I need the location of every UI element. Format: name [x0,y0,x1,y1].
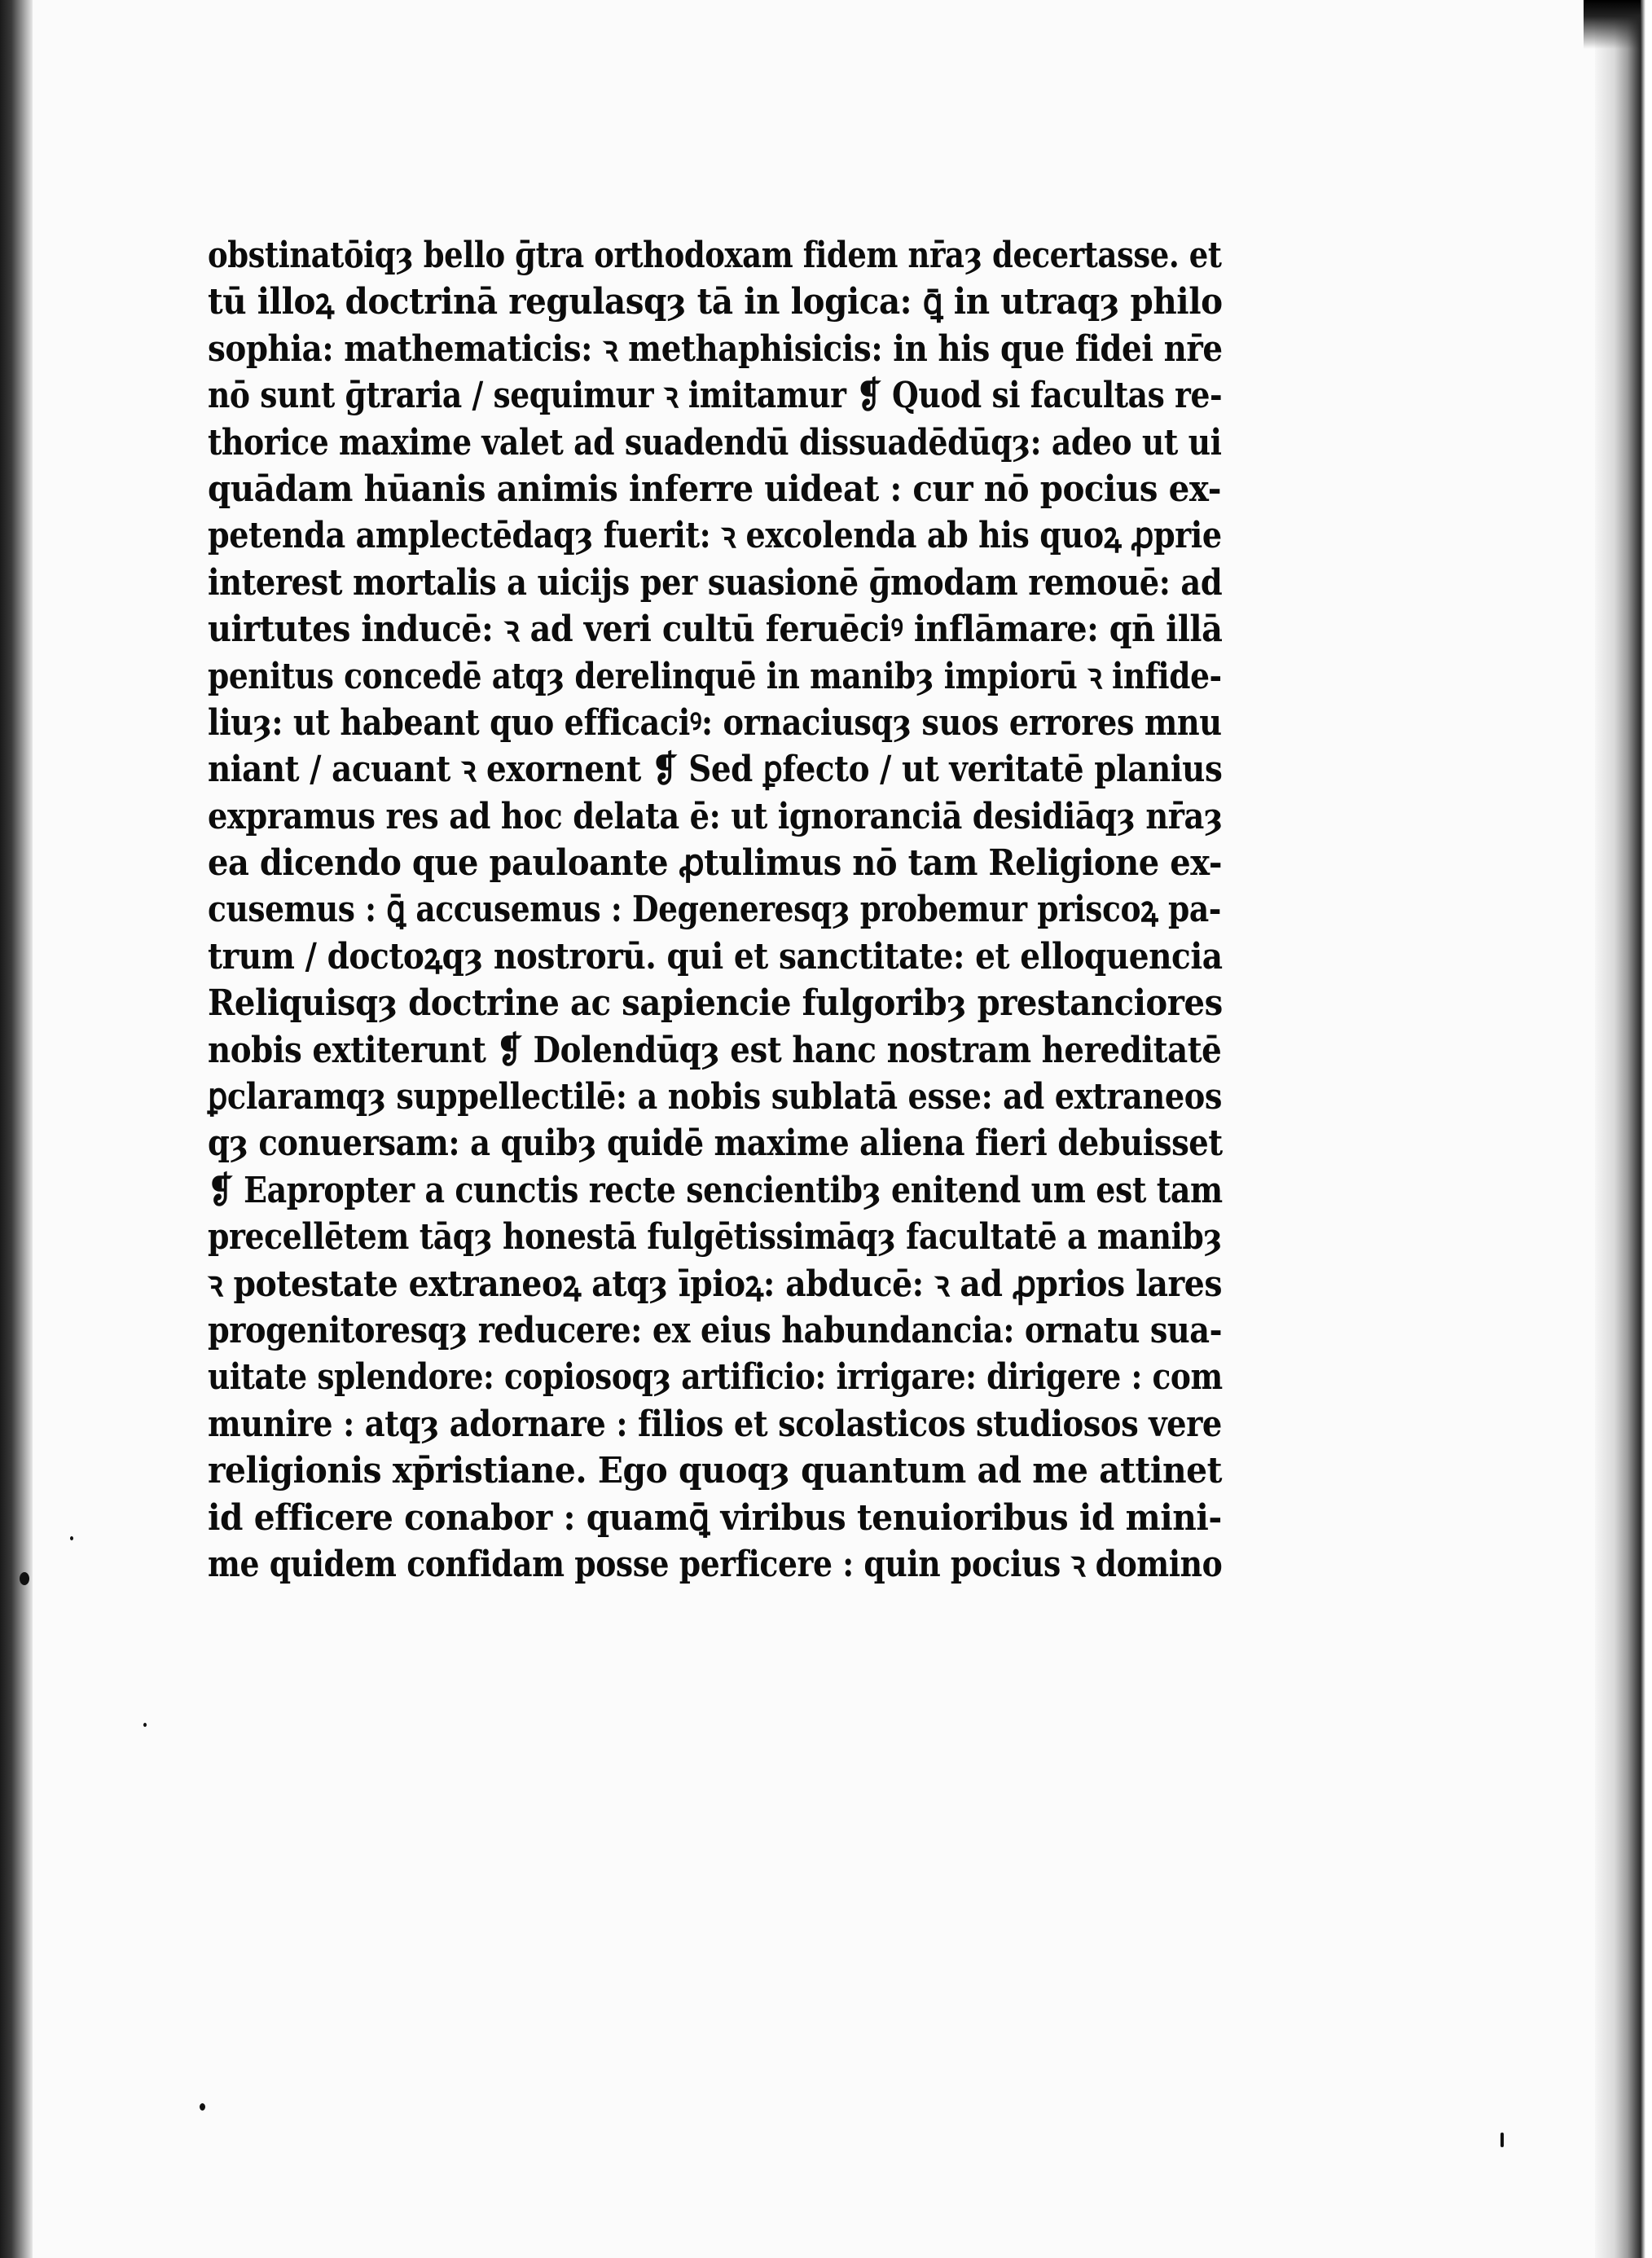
text-line: precellētem tāqȝ honestā fulgētissimāqȝ facultatē a manibȝ [208,1216,1222,1259]
text-line: expramus res ad hoc delata ē: ut ignoranciā desidiāqȝ nr̄aȝ [208,795,1223,837]
text-line: penitus concedē atqȝ derelinquē in manibȝ impiorū ꝛ infide- [208,655,1222,697]
top-right-corner-shadow [1584,0,1641,49]
text-line: sophia: mathematicis: ꝛ methaphisicis: in his que fidei nr̄e [208,327,1223,370]
text-line: thorice maxime valet ad suadendū dissuadēdūqȝ: adeo ut ui [208,421,1222,463]
body-text-block [208,232,1234,1588]
text-line: trum / doctoꝝqȝ nostrorū. qui et sanctitate: et elloquencia [208,935,1223,977]
text-line: cusemus : ꝗ̄ accusemus : Degeneresqȝ probemur priscoꝝ pa- [208,889,1221,931]
text-line: religionis xp̄ristiane. Ego quoqȝ quantum ad me attinet [208,1450,1223,1492]
text-line: interest mortalis a uicijs per suasionē ɡ̄modam remouē: ad [208,561,1223,604]
text-line: qȝ conuersam: a quibȝ quidē maxime aliena fieri debuisset [208,1122,1223,1165]
text-line: petenda amplectēdaqȝ fuerit: ꝛ excolenda ab his quoꝝ ꝓprie [208,515,1222,557]
text-line: nō sunt ɡ̄traria / sequimur ꝛ imitamur ❡ Quod si facultas re- [208,375,1223,417]
text-line: ❡ Eapropter a cunctis recte sencientibȝ enitend um est tam [208,1169,1223,1211]
left-binding-edge [0,0,33,2258]
ink-speck [70,1536,73,1540]
text-line: nobis extiterunt ❡ Dolendūqȝ est hanc nostram hereditatē [208,1029,1222,1071]
text-line: obstinatōiqȝ bello ɡ̄tra orthodoxam fidem nr̄aȝ decertasse. et [208,235,1222,276]
ink-speck [143,1723,147,1727]
text-line: quādam hūanis animis inferre uideat : cur nō pocius ex- [208,468,1222,510]
text-line: niant / acuant ꝛ exornent ❡ Sed ꝑfecto / ut veritatē planius [208,749,1223,791]
text-line: Reliquisqȝ doctrine ac sapiencie fulgoribȝ prestanciores [208,982,1223,1025]
text-line: me quidem confidam posse perficere : quin pocius ꝛ domino [208,1543,1223,1585]
text-line: id efficere conabor : quamꝗ̄ viribus tenuioribus id mini- [208,1496,1222,1539]
text-line: ꝑclaramqȝ suppellectilē: a nobis sublatā esse: ad extraneos [208,1076,1222,1118]
text-line: uitate splendore: copiosoqȝ artificio: irrigare: dirigere : com [208,1356,1223,1399]
text-line: tū illoꝝ doctrinā regulasqȝ tā in logica: ꝗ̄ in utraqȝ philo [208,281,1223,323]
text-line: liuȝ: ut habeant quo efficaciꝰ: ornaciusqȝ suos errores mnu [208,701,1222,744]
text-line: ea dicendo que pauloante ꝓtulimus nō tam Religione ex- [208,842,1223,885]
ink-speck [1500,2133,1504,2147]
text-line: progenitoresqȝ reducere: ex eius habundancia: ornatu sua- [208,1309,1223,1351]
ink-speck [20,1572,29,1585]
text-line: uirtutes inducē: ꝛ ad veri cultū feruēciꝰ inflāmare: qn̄ illā [208,608,1223,651]
right-binding-edge [1595,0,1652,2258]
text-line: munire : atqȝ adornare : filios et scolasticos studiosos vere [208,1403,1222,1445]
ink-speck [200,2103,205,2111]
text-line: ꝛ potestate extraneoꝝ atqȝ īpioꝝ: abducē: ꝛ ad ꝓprios lares [208,1263,1223,1305]
